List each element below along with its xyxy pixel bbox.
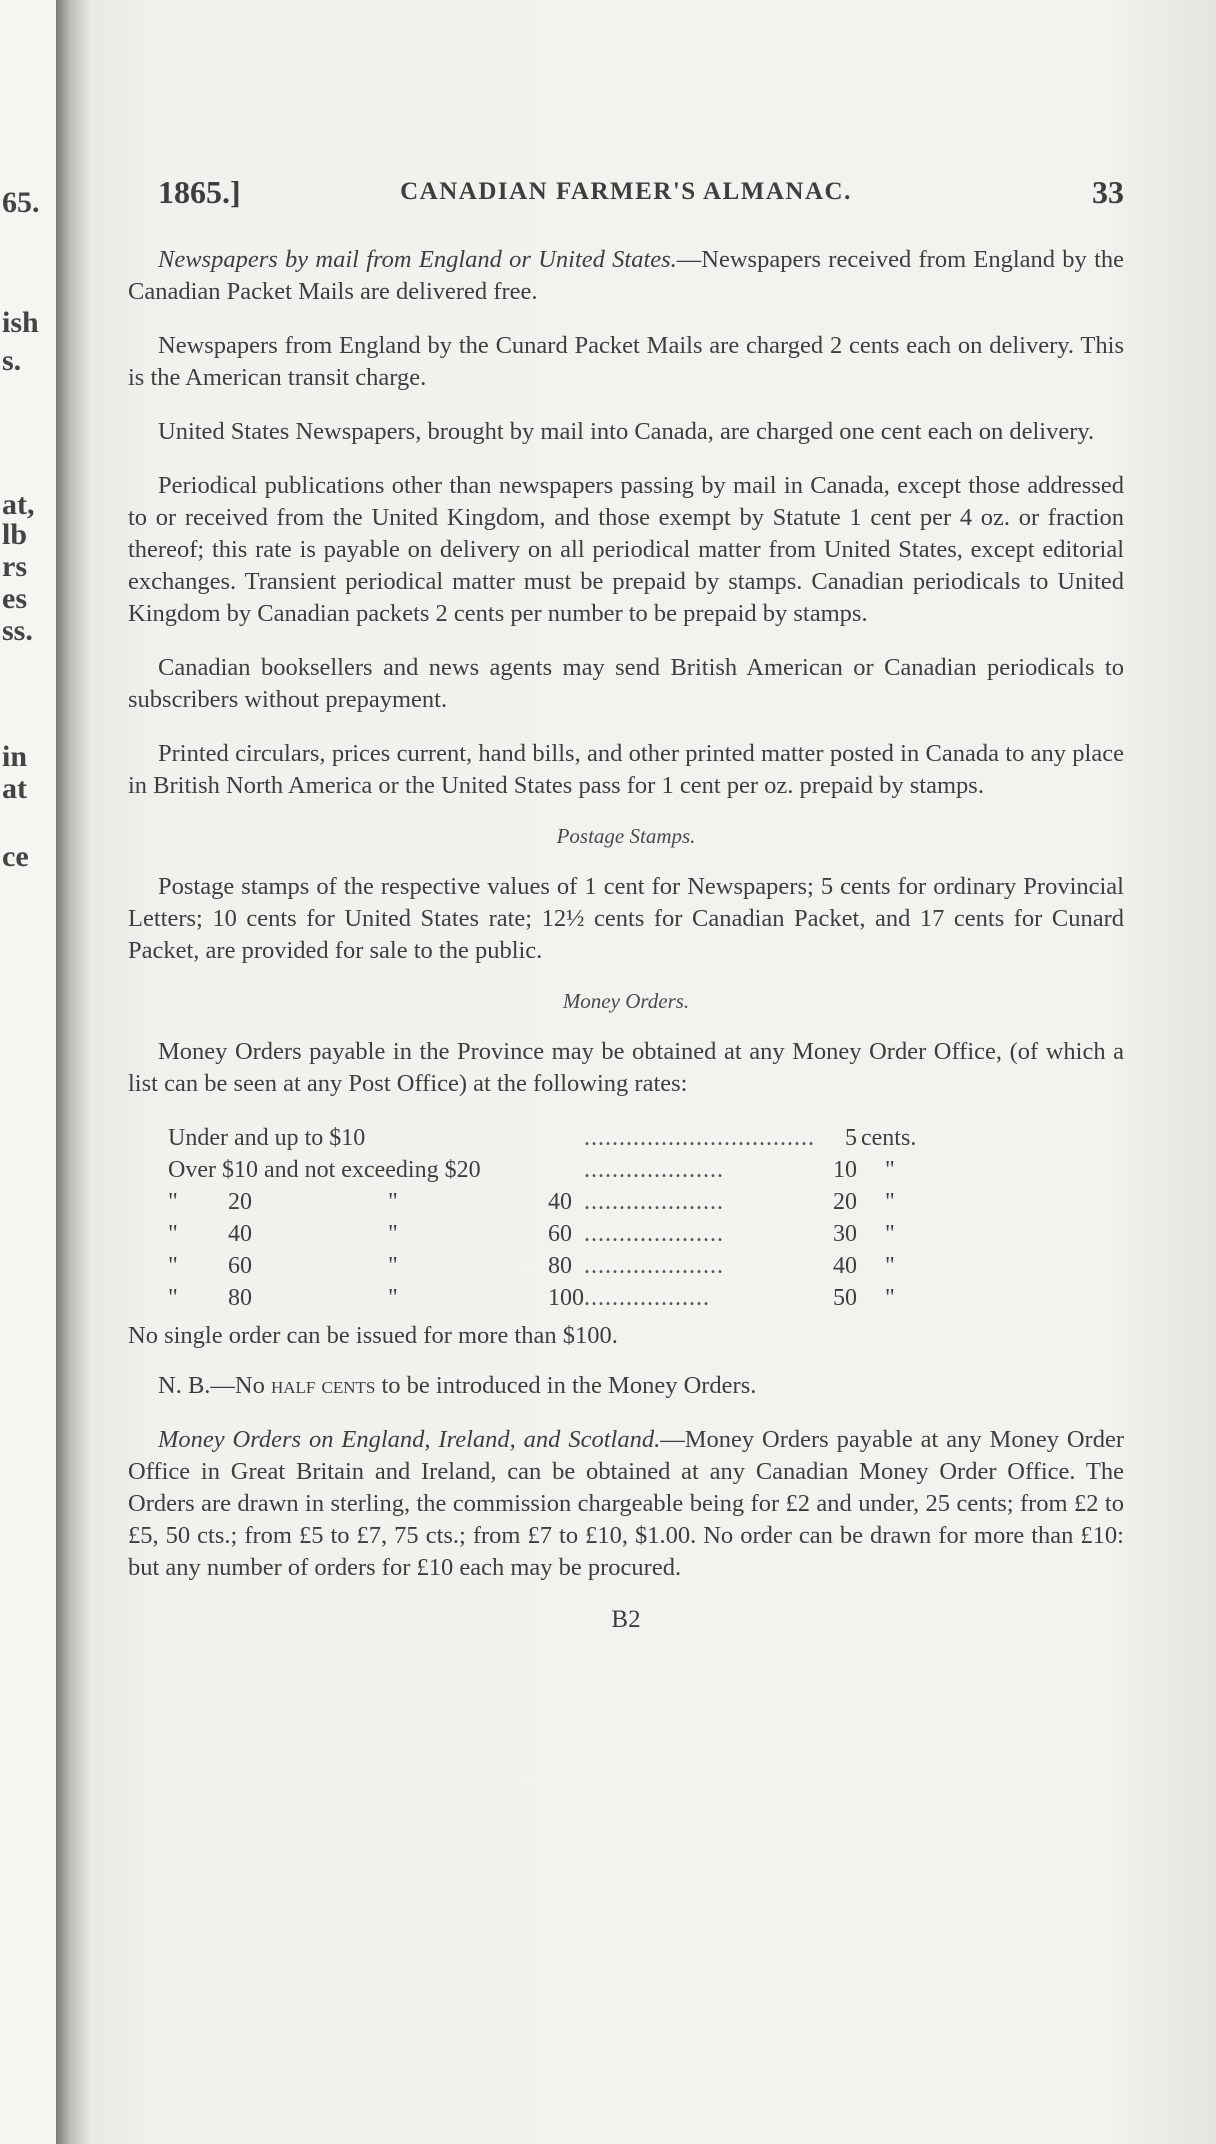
ditto-mark: ": [168, 1220, 178, 1247]
paragraph-printed-matter: Printed circulars, prices current, hand bills, and other printed matter posted in Canada to any place in British North America or the United States pass for 1 cent per oz. prepaid by stamps.: [128, 740, 1124, 799]
leader-dots: ..................: [584, 1284, 710, 1311]
paragraph-max-order: No single order can be issued for more than $100.: [128, 1322, 618, 1349]
paragraph-cunard: Newspapers from England by the Cunard Packet Mails are charged 2 cents each on delivery. This is the American transit charge.: [128, 332, 1124, 391]
leader-dots: ....................: [584, 1188, 724, 1215]
paragraph-lead: Money Orders on England, Ireland, and Scotland.: [158, 1426, 661, 1453]
rate-unit: ": [885, 1284, 895, 1311]
rate-unit: ": [885, 1220, 895, 1247]
rate-amount: 40: [833, 1252, 857, 1279]
header-title: CANADIAN FARMER'S ALMANAC.: [400, 178, 852, 205]
paragraph-postage-stamps: Postage stamps of the respective values of 1 cent for Newspapers; 5 cents for ordinary Provincial Letters; 10 cents for United States rate; 12½ cents for Canadian Packet, and 17 cents for Cunard Packet, are provided for sale to the public.: [128, 873, 1124, 964]
nb-caps: half cents: [270, 1372, 376, 1399]
paragraph-money-orders-intro: Money Orders payable in the Province may be obtained at any Money Order Office, (of which a list can be seen at any Post Office) at the following rates:: [128, 1038, 1124, 1097]
paragraph-newspapers-england: [128, 244, 1124, 308]
rate-range: Over $10 and not exceeding $20: [168, 1156, 481, 1183]
paragraph-text: —Newspapers received from England by the Canadian Packet Mails are delivered free.: [128, 246, 1124, 305]
paragraph-text: —Money Orders payable at any Money Order Office in Great Britain and Ireland, can be obtained at any Canadian Money Order Office. The Orders are drawn in sterling, the commission chargeable being for £2 and under, 25 cents; from £2 to £5, 50 cts.; from £5 to £7, 75 cts.; from £7 to £10, $1.00. No order can be drawn for more than £10: but any number of orders for £10 each may be procured.: [128, 1426, 1124, 1581]
rate-range: Under and up to $10: [168, 1124, 366, 1151]
book-gutter: [56, 0, 92, 2144]
rate-amount: 5: [845, 1124, 857, 1151]
paragraph-us-newspapers: United States Newspapers, brought by mail into Canada, are charged one cent each on delivery.: [158, 418, 1095, 445]
left-fragment: at,: [2, 488, 35, 521]
left-fragment: at: [2, 772, 27, 805]
left-fragment: ish: [2, 306, 39, 339]
money-order-rates-table: [168, 1122, 916, 1314]
paragraph-booksellers: Canadian booksellers and news agents may send British American or Canadian periodicals to subscribers without prepayment.: [128, 654, 1124, 713]
paragraph-money-orders-england: [128, 1424, 1124, 1584]
rate-amount: 20: [833, 1188, 857, 1215]
rate-to: 100: [548, 1284, 584, 1311]
ditto-mark: ": [168, 1188, 178, 1215]
running-header: [128, 168, 1124, 224]
rate-unit: ": [885, 1252, 895, 1279]
left-fragment: 65.: [2, 186, 40, 219]
leader-dots: ....................: [584, 1252, 724, 1279]
page-number: 33: [1092, 174, 1124, 210]
rate-amount: 10: [833, 1156, 857, 1183]
left-fragment: es: [2, 582, 27, 615]
leader-dots: .................................: [584, 1124, 815, 1151]
ditto-mark: ": [388, 1220, 398, 1247]
left-fragment: rs: [2, 550, 27, 583]
paragraph-periodicals: Periodical publications other than newspapers passing by mail in Canada, except those addressed to or received from the United Kingdom, and those exempt by Statute 1 cent per 4 oz. or fraction thereof; this rate is payable on delivery on all periodical matter from United States, except editorial exchanges. Transient periodical matter must be prepaid by stamps. Canadian periodicals to United Kingdom by Canadian packets 2 cents per number to be prepaid by stamps.: [128, 472, 1124, 627]
rate-to: 80: [548, 1252, 572, 1279]
postage-stamps-heading: Postage Stamps.: [556, 824, 696, 848]
left-fragment: ss.: [2, 614, 33, 647]
header-year: 1865.]: [158, 174, 241, 210]
rate-unit: ": [885, 1156, 895, 1183]
ditto-mark: ": [168, 1252, 178, 1279]
left-page-edge: [0, 0, 56, 2144]
table-row: [168, 1154, 916, 1186]
rate-amount: 50: [833, 1284, 857, 1311]
rate-unit: ": [885, 1188, 895, 1215]
table-row: [168, 1186, 916, 1218]
ditto-mark: ": [388, 1252, 398, 1279]
table-row: [168, 1250, 916, 1282]
nb-tail: to be introduced in the Money Orders.: [375, 1372, 757, 1399]
leader-dots: ....................: [584, 1220, 724, 1247]
money-orders-heading: Money Orders.: [562, 989, 690, 1013]
table-row: [168, 1218, 916, 1250]
leader-dots: ....................: [584, 1156, 724, 1183]
rate-from: 60: [228, 1252, 252, 1279]
left-fragment: ce: [2, 840, 29, 873]
paragraph-nb: [128, 1370, 1124, 1402]
nb-lead: N. B.—No: [158, 1372, 271, 1399]
ditto-mark: ": [388, 1188, 398, 1215]
left-fragment: lb: [2, 518, 28, 551]
rate-to: 60: [548, 1220, 572, 1247]
rate-from: 20: [228, 1188, 252, 1215]
rate-from: 40: [228, 1220, 252, 1247]
ditto-mark: ": [168, 1284, 178, 1311]
rate-amount: 30: [833, 1220, 857, 1247]
table-row: [168, 1122, 916, 1154]
left-fragment: s.: [2, 344, 22, 377]
page-content: [128, 168, 1124, 1634]
rate-from: 80: [228, 1284, 252, 1311]
signature-mark: B2: [611, 1606, 641, 1633]
rate-unit: cents.: [861, 1124, 917, 1151]
paragraph-lead: Newspapers by mail from England or United States.: [158, 246, 677, 273]
rate-to: 40: [548, 1188, 572, 1215]
left-fragment: in: [2, 740, 28, 773]
table-row: [168, 1282, 916, 1314]
ditto-mark: ": [388, 1284, 398, 1311]
